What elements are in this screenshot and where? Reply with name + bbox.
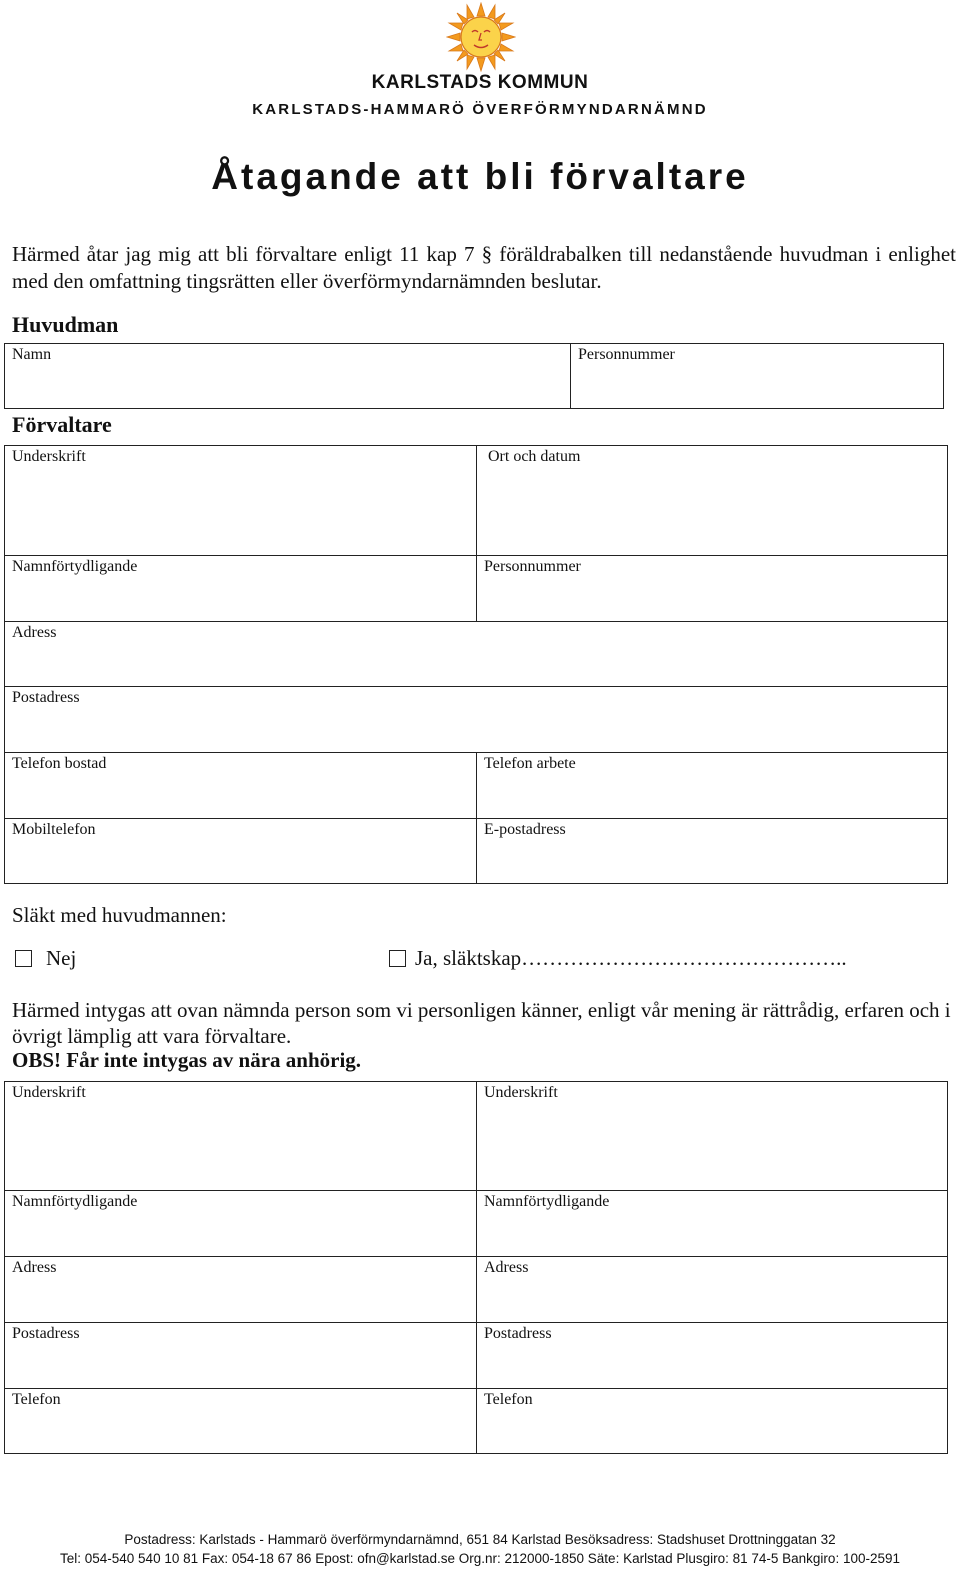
intyg-right-underskrift-field[interactable] [476,1081,948,1191]
field-label: Telefon [12,1391,61,1408]
field-label: Namnförtydligande [484,1193,610,1210]
org-name: KARLSTADS KOMMUN [371,72,589,93]
intyg-right-adress-field[interactable] [476,1256,948,1323]
org-subtitle: KARLSTADS-HAMMARÖ ÖVERFÖRMYNDARNÄMND [252,101,708,118]
field-label: Namn [12,346,52,363]
field-label: Mobiltelefon [12,821,96,838]
ja-slaktskap-label: Ja, släktskap……………………………………….. [415,946,847,970]
forvaltare-telefon-arbete-field[interactable] [476,752,948,819]
forvaltare-telefon-bostad-field[interactable] [4,752,477,819]
field-label: Adress [484,1259,529,1276]
intyg-right-postadress-field[interactable] [476,1322,948,1389]
forvaltare-personnummer-field[interactable] [476,555,948,622]
intyg-right-telefon-field[interactable] [476,1388,948,1454]
field-label: Underskrift [12,448,86,465]
intyg-right-namnfortydligande-field[interactable] [476,1190,948,1257]
field-label: Postadress [12,689,80,706]
field-label: Underskrift [12,1084,86,1101]
field-label: Postadress [484,1325,552,1342]
huvudman-namn-field[interactable] [4,343,571,409]
field-label: E-postadress [484,821,566,838]
sun-logo-icon [446,2,516,72]
forvaltare-mobiltelefon-field[interactable] [4,818,477,884]
field-label: Underskrift [484,1084,558,1101]
field-label: Adress [12,1259,57,1276]
field-label: Personnummer [484,558,581,575]
field-label: Ort och datum [488,448,581,465]
field-label: Telefon [484,1391,533,1408]
intyg-text: Härmed intygas att ovan nämnda person som vi personligen känner, enligt vår mening är rättrådig, erfaren och i övrigt lämplig att vara förvaltare. [12,998,951,1048]
intyg-left-underskrift-field[interactable] [4,1081,477,1191]
intyg-left-namnfortydligande-field[interactable] [4,1190,477,1257]
page-title: Åtagande att bli förvaltare [211,156,749,197]
field-label: Adress [12,624,57,641]
intyg-left-postadress-field[interactable] [4,1322,477,1389]
field-label: Namnförtydligande [12,558,138,575]
field-label: Telefon arbete [484,755,576,772]
field-label: Telefon bostad [12,755,107,772]
nej-checkbox[interactable] [15,950,32,967]
footer-address-line: Postadress: Karlstads - Hammarö överförmyndarnämnd, 651 84 Karlstad Besöksadress: Stadshuset Drottninggatan 32 [124,1532,836,1547]
field-label: Personnummer [578,346,675,363]
field-label: Namnförtydligande [12,1193,138,1210]
nej-label: Nej [46,946,77,970]
forvaltare-postadress-field[interactable] [4,686,948,753]
footer-contact-line: Tel: 054-540 540 10 81 Fax: 054-18 67 86 Epost: ofn@karlstad.se Org.nr: 212000-1850 Säte: Karlstad Plusgiro: 81 74-5 Bankgiro: 100-2591 [60,1551,900,1566]
forvaltare-heading: Förvaltare [12,412,112,437]
slakt-question: Släkt med huvudmannen: [12,903,227,927]
forvaltare-ort-datum-field[interactable] [476,445,948,556]
intyg-left-adress-field[interactable] [4,1256,477,1323]
field-label: Postadress [12,1325,80,1342]
huvudman-heading: Huvudman [12,312,119,337]
obs-text: OBS! Får inte intygas av nära anhörig. [12,1048,362,1072]
forvaltare-adress-field[interactable] [4,621,948,687]
ja-checkbox[interactable] [389,950,406,967]
huvudman-personnummer-field[interactable] [570,343,944,409]
intyg-left-telefon-field[interactable] [4,1388,477,1454]
forvaltare-underskrift-field[interactable] [4,445,477,556]
forvaltare-epostadress-field[interactable] [476,818,948,884]
intro-text: Härmed åtar jag mig att bli förvaltare enligt 11 kap 7 § föräldrabalken till nedanstående huvudman i enlighet med den omfattning tingsrätten eller överförmyndarnämnden beslutar. [12,242,956,293]
forvaltare-namnfortydligande-field[interactable] [4,555,477,622]
